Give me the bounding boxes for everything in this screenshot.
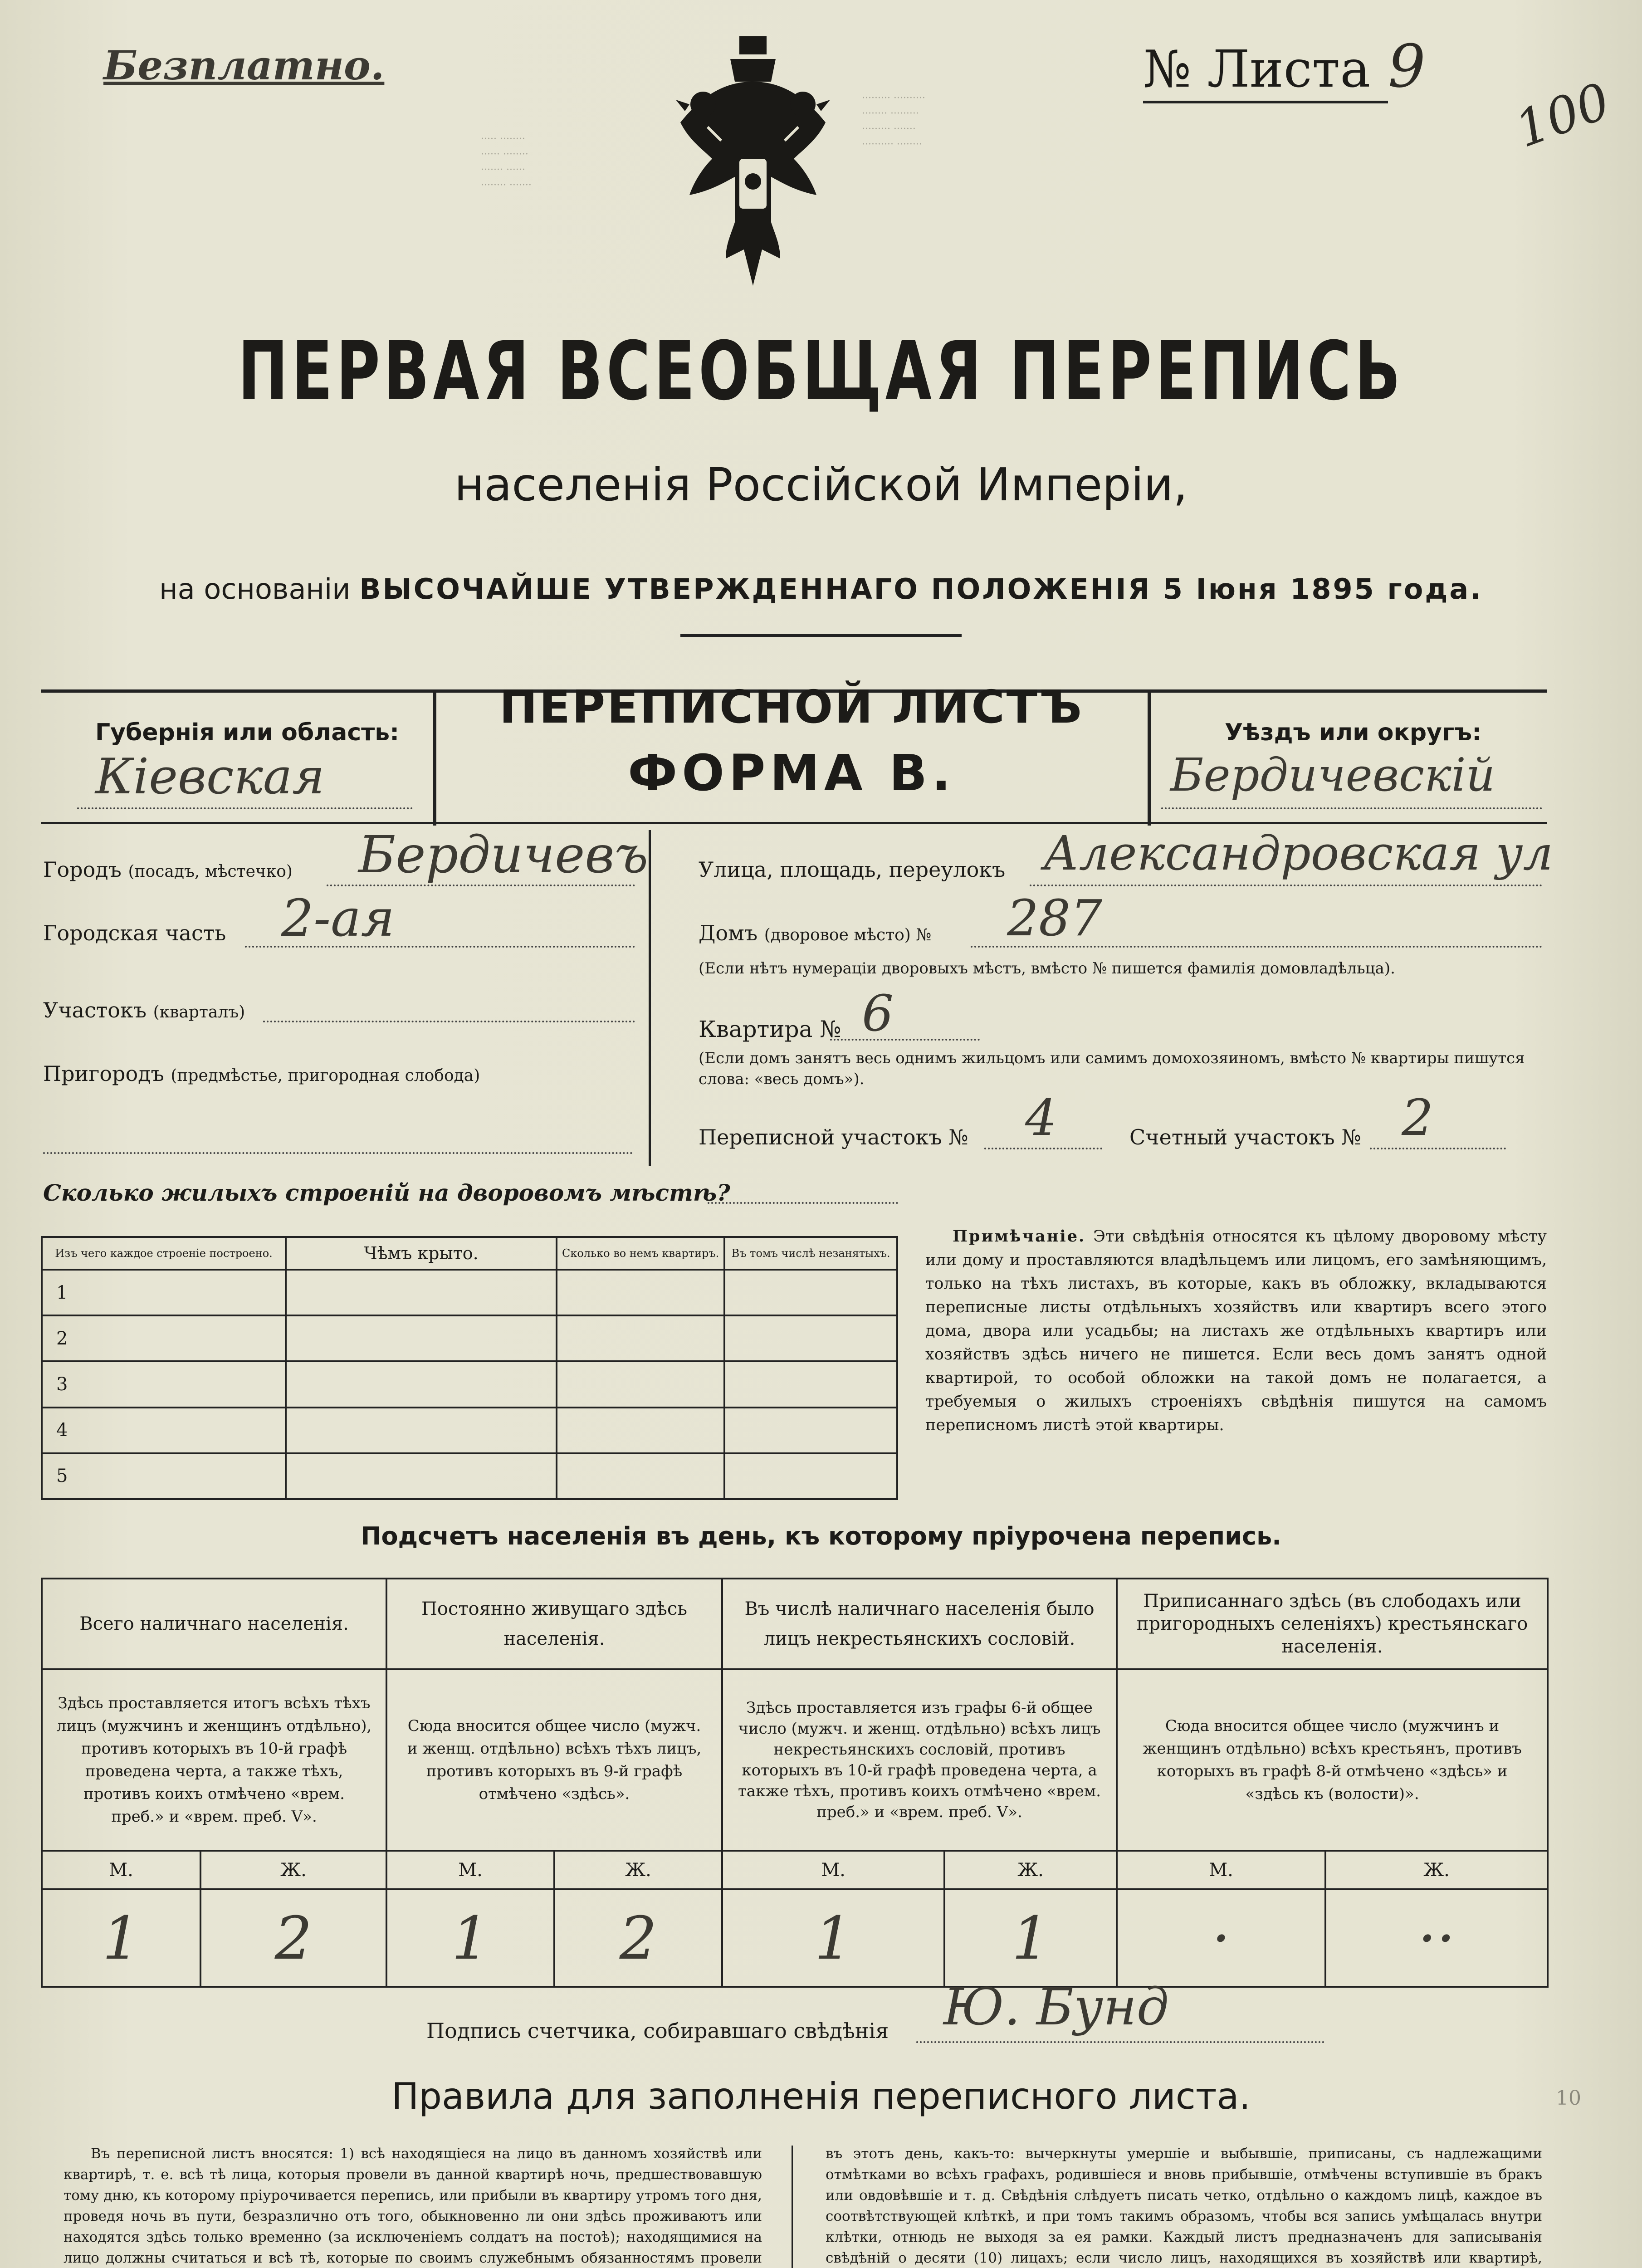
buildings-cell[interactable] [724,1315,897,1361]
apartment-note: (Если домъ занятъ весь однимъ жильцомъ или самимъ домохозяиномъ, вмѣсто № квартиры пишутся слова: «весь домъ»). [699,1049,1525,1088]
buildings-header-vacant: Въ томъ числѣ незанятыхъ. [724,1237,897,1270]
count-m-label: М. [386,1851,554,1889]
census-district-value: 4 [1025,1089,1057,1147]
buildings-cell[interactable] [286,1453,557,1499]
count-head-non-peasant: Въ числѣ наличнаго населенія было лицъ некрестьянскихъ сословій. [722,1579,1117,1669]
suburb-label: Пригородъ [43,1061,164,1086]
double-headed-eagle-emblem [671,32,835,304]
rules-left-column: Въ переписной листъ вносятся: 1) всѣ находящіеся на лицо въ данномъ хозяйствѣ или квартирѣ, т. е. всѣ тѣ лица, которыя провели въ данной квартирѣ ночь, предшествовавшую тому дню, къ которому пріурочивается перепись, или прибыли въ квартиру утромъ того дня, проведя ночь въ пути, безразлично отъ того, обыкновенно ли они здѣсь проживаютъ или находятся здѣсь только временно (за исключеніемъ солдатъ на постоѣ); находящимися на лицо должны считаться и всѣ тѣ, которые по своимъ служебнымъ обязанностямъ провели [64,2146,762,2266]
buildings-note [925,1225,1547,1437]
suburb-field [43,1061,480,1086]
count-title: Подсчетъ населенія въ день, къ которому пріурочена перепись. [361,1522,1281,1550]
count-desc-non-peasant: Здѣсь проставляется изъ графы 6-й общее число (мужч. и женщ. отдѣльно) всѣхъ лицъ некрестьянскихъ сословій, противъ которыхъ въ 10-й графѣ проведена черта, а также тѣхъ, противъ коихъ отмѣчено «врем. преб.» и «врем. преб. V». [722,1669,1117,1851]
apartment-label: Квартира № [699,1016,841,1042]
note-text: Эти свѣдѣнія относятся къ цѣлому дворовому мѣсту или дому и проставляются владѣльцемъ или лицомъ, его замѣняющимъ, только на тѣхъ листахъ, въ которые, какъ въ обложку, вкладываются переписные листы отдѣльныхъ хозяйствъ или квартиръ всего этого дома, двора или усадьбы; на листахъ же отдѣльныхъ квартиръ или хозяйствъ здѣсь ничего не пишется. Если весь домъ занятъ одной квартирой, то особой обложки на такой домъ не полагается, а требуемыя о жилыхъ строеніяхъ свѣдѣнія пишутся на самомъ переписномъ листѣ этой квартиры. [925,1227,1547,1434]
buildings-row-number: 4 [42,1408,286,1453]
count-m-label: М. [42,1851,200,1889]
quarter-hint: (кварталъ) [153,1003,245,1022]
buildings-cell[interactable] [557,1361,724,1407]
count-f-label: Ж. [200,1851,386,1889]
count-district-value: 2 [1402,1089,1433,1147]
count-permanent-female[interactable]: 2 [554,1889,722,1987]
street-label: Улица, площадь, переулокъ [699,857,1006,882]
district-county-value: Бердичевскій [1170,748,1495,802]
sheet-number-label: № Листа [1143,40,1371,99]
form-divider-right [1148,689,1151,826]
count-present-male[interactable]: 1 [42,1889,200,1987]
buildings-cell[interactable] [724,1270,897,1315]
basis-prefix: на основаніи [159,572,351,606]
count-non-peasant-male[interactable]: 1 [722,1889,944,1987]
house-value: 287 [1007,889,1102,947]
city-field [43,857,293,882]
count-head-peasant: Приписаннаго здѣсь (въ слободахъ или пригородныхъ селеніяхъ) крестьянскаго населенія. [1117,1579,1548,1669]
page-margin-number: 10 [1556,2087,1581,2110]
province-line [77,807,413,809]
buildings-header-apartments: Сколько во немъ квартиръ. [557,1237,724,1270]
bleed-through-text: ········· ·········· ········ ········· ········· ······· ·········· ········ [862,93,925,150]
count-district-line [1370,1148,1506,1149]
province-label: Губернія или область: [95,719,399,746]
count-m-label: М. [1117,1851,1325,1889]
form-type: ФОРМА В. [628,744,955,802]
count-f-label: Ж. [554,1851,722,1889]
title-divider [680,634,962,637]
count-f-label: Ж. [1325,1851,1548,1889]
buildings-cell[interactable] [724,1408,897,1453]
form-bottom-rule [41,822,1547,824]
apartment-line [830,1039,980,1041]
count-desc-present: Здѣсь проставляется итогъ всѣхъ тѣхъ лицъ (мужчинъ и женщинъ отдѣльно), противъ которыхъ въ 10-й графѣ проведена черта, а также тѣхъ, противъ коихъ отмѣчено «врем. преб.» и «врем. преб. V». [42,1669,386,1851]
buildings-cell[interactable] [557,1270,724,1315]
count-f-label: Ж. [944,1851,1117,1889]
buildings-cell[interactable] [557,1453,724,1499]
quarter-line [263,1021,635,1022]
house-line [971,946,1542,948]
buildings-header-roof: Чѣмъ крыто. [286,1237,557,1270]
census-district-label: Переписной участокъ № [699,1125,968,1149]
buildings-cell[interactable] [724,1453,897,1499]
buildings-table [41,1236,898,1500]
buildings-row-number: 2 [42,1315,286,1361]
district-county-label: Уѣздъ или округъ: [1225,719,1481,746]
count-non-peasant-female[interactable]: 1 [944,1889,1117,1987]
city-label: Городъ [43,857,122,882]
form-divider-left [433,689,436,826]
note-title: Примѣчаніе. [953,1227,1086,1246]
count-present-female[interactable]: 2 [200,1889,386,1987]
city-district-value: 2-ая [281,889,395,948]
form-title: ПЕРЕПИСНОЙ ЛИСТЪ [499,680,1084,733]
count-head-present: Всего наличнаго населенія. [42,1579,386,1669]
count-head-permanent: Постоянно живущаго здѣсь населенія. [386,1579,722,1669]
signature-value: Ю. Бунд [943,1978,1169,2037]
city-value: Бердичевъ [358,826,649,885]
district-county-line [1161,807,1542,809]
count-desc-permanent: Сюда вносится общее число (мужч. и женщ. отдѣльно) всѣхъ тѣхъ лицъ, противъ которыхъ въ 9-й графѣ отмѣчено «здѣсь». [386,1669,722,1851]
house-field [699,921,931,945]
street-value: Александровская ул [1043,826,1553,881]
city-line [327,885,635,886]
signature-line [916,2041,1324,2043]
sheet-number-extra: 100 [1508,71,1618,159]
buildings-cell[interactable] [724,1361,897,1407]
rules-column-divider [792,2146,793,2268]
suburb-line [43,1152,633,1154]
census-district-line [984,1148,1102,1149]
buildings-cell[interactable] [286,1270,557,1315]
buildings-question: Сколько жилыхъ строеній на дворовомъ мѣстѣ? [43,1179,730,1206]
sheet-number-rule [1143,101,1388,103]
sheet-number-value: 9 [1388,32,1426,101]
basis-line [0,572,1642,606]
basis-text: ВЫСОЧАЙШЕ УТВЕРЖДЕННАГО ПОЛОЖЕНІЯ 5 Іюня 1895 года. [359,572,1483,606]
buildings-row-number: 1 [42,1270,286,1315]
bleed-through-text: ····· ········ ······ ········ ······· ······ ········ ······· [481,133,532,191]
buildings-row-number: 5 [42,1453,286,1499]
house-label: Домъ [699,921,758,945]
population-count-table [41,1578,1549,1988]
document-subtitle: населенія Россійской Имперіи, [454,458,1188,511]
city-district-line [245,946,635,948]
apartment-value: 6 [862,984,894,1042]
address-divider [649,830,651,1166]
count-peasant-male[interactable]: · [1117,1889,1325,1987]
province-value: Кіевская [95,748,325,805]
house-note: (Если нѣтъ нумераціи дворовыхъ мѣстъ, вмѣсто № пишется фамилія домовладѣльца). [699,959,1395,978]
quarter-field [43,998,245,1022]
count-m-label: М. [722,1851,944,1889]
rules-title: Правила для заполненія переписного листа. [391,2075,1251,2117]
buildings-cell[interactable] [286,1361,557,1407]
buildings-question-line [708,1202,898,1204]
document-title: ПЕРВАЯ ВСЕОБЩАЯ ПЕРЕПИСЬ [238,324,1404,419]
buildings-header-material: Изъ чего каждое строеніе построено. [42,1237,286,1270]
signature-label: Подпись счетчика, собиравшаго свѣдѣнія [426,2019,889,2043]
buildings-cell[interactable] [557,1408,724,1453]
house-hint: (дворовое мѣсто) № [764,926,932,944]
buildings-cell[interactable] [557,1315,724,1361]
suburb-hint: (предмѣстье, пригородная слобода) [171,1066,480,1085]
count-district-label: Счетный участокъ № [1129,1125,1361,1149]
free-label: Безплатно. [103,42,385,89]
buildings-cell[interactable] [286,1315,557,1361]
city-hint: (посадъ, мѣстечко) [128,862,293,881]
city-district-label: Городская часть [43,921,226,945]
count-permanent-male[interactable]: 1 [386,1889,554,1987]
quarter-label: Участокъ [43,998,147,1022]
buildings-row-number: 3 [42,1361,286,1407]
street-line [1030,885,1542,886]
buildings-cell[interactable] [286,1408,557,1453]
rules-right-column: въ этотъ день, какъ-то: вычеркнуты умершіе и выбывшіе, приписаны, съ надлежащими отмѣтками во всѣхъ графахъ, родившіеся и вновь прибывшіе, отмѣчены вступившіе въ бракъ или овдовѣвшіе и т. д. Свѣдѣнія слѣдуетъ писать четко, отдѣльно о каждомъ лицѣ, каждое въ соотвѣтствующей клѣткѣ, и при томъ такимъ образомъ, чтобы вся запись умѣщалась внутри клѣтки, отнюдь не выходя за ея рамки. Каждый листъ предназначенъ для записыванія свѣдѣній о десяти (10) лицахъ; если число лицъ, находящихся въ хозяйствѣ или квартирѣ, [826,2146,1542,2266]
count-desc-peasant: Сюда вносится общее число (мужчинъ и женщинъ отдѣльно) всѣхъ крестьянъ, противъ которыхъ въ графѣ 8-й отмѣчено «здѣсь» и «здѣсь къ (волости)». [1117,1669,1548,1851]
count-peasant-female[interactable]: ·· [1325,1889,1548,1987]
